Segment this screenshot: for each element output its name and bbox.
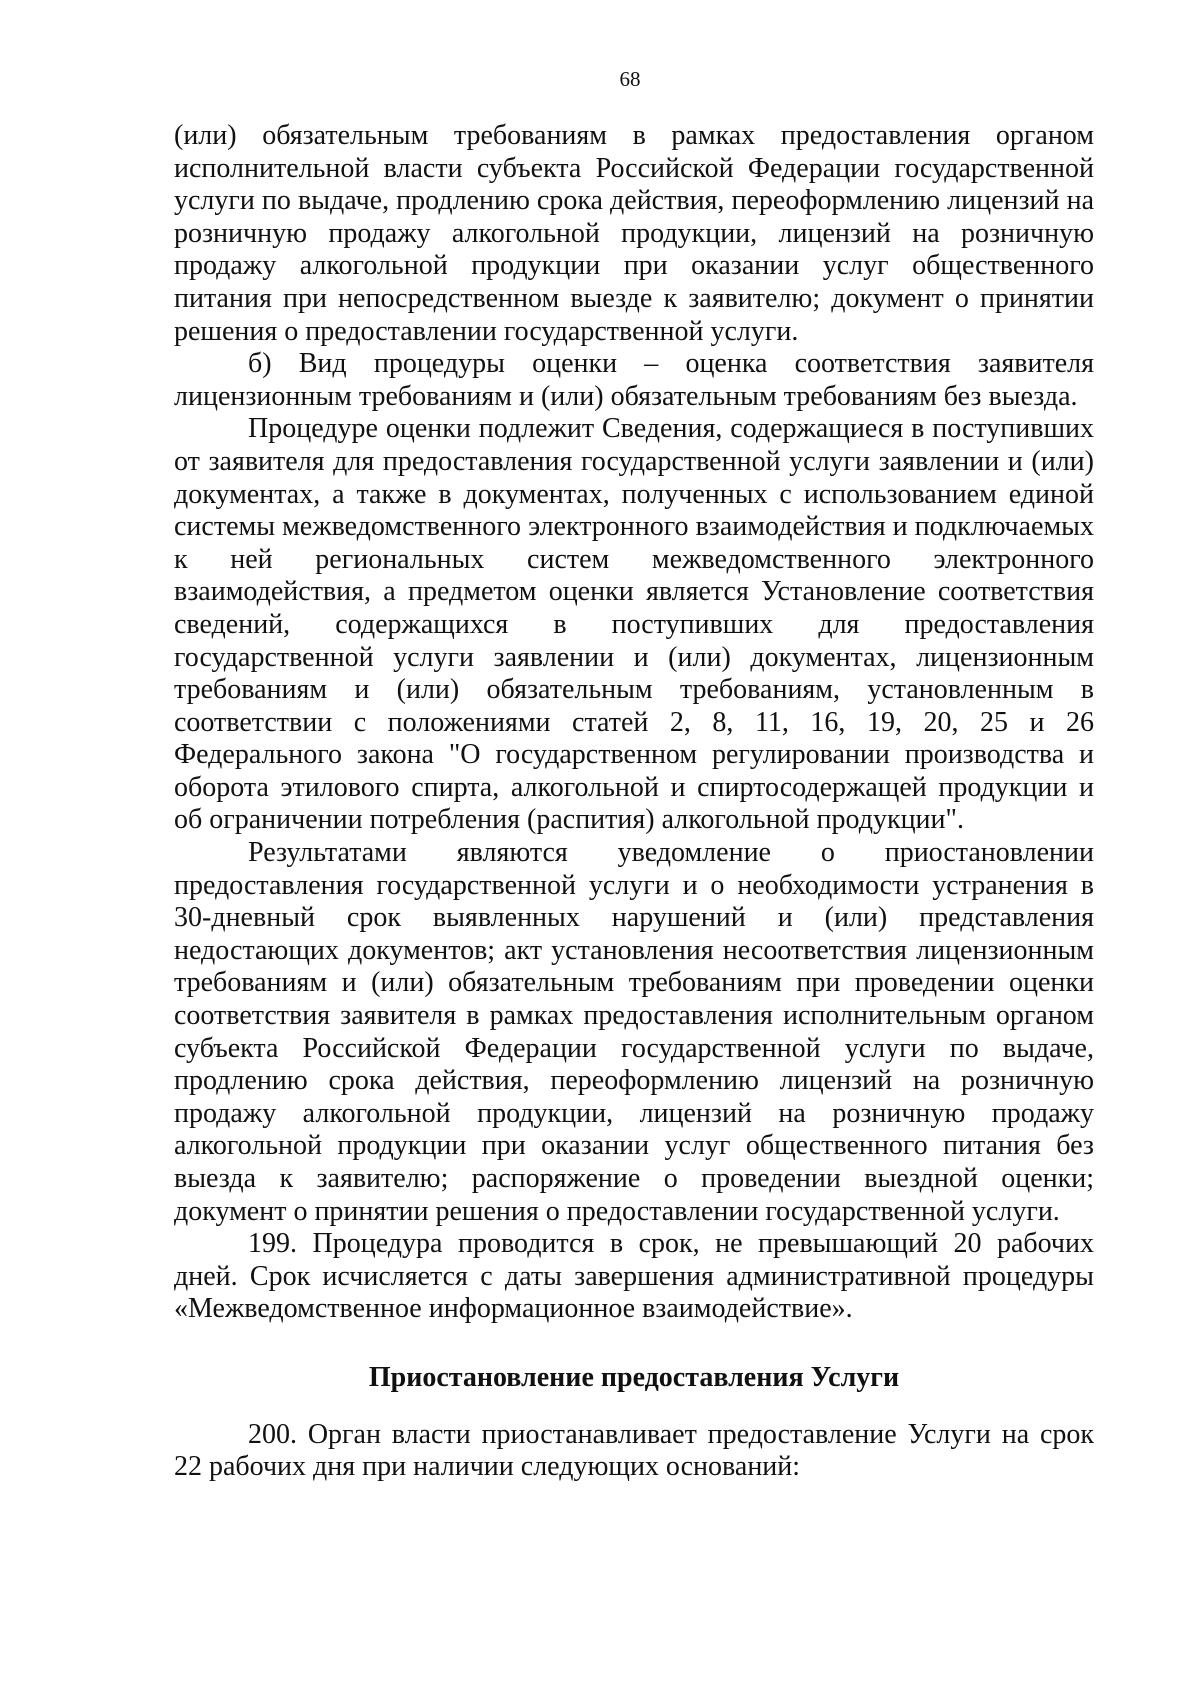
document-body <box>174 120 1094 1484</box>
page-number: 68 <box>619 67 641 91</box>
paragraph-199: 199. Процедура проводится в срок, не превышающий 20 рабочих дней. Срок исчисляется с даты завершения административной процедуры «Межведомственное информационное взаимодействие». <box>174 1228 1094 1325</box>
section-heading: Приостановление предоставления Услуги <box>368 1361 900 1393</box>
paragraph-200: 200. Орган власти приостанавливает предоставление Услуги на срок 22 рабочих дня при наличии следующих оснований: <box>174 1418 1094 1483</box>
paragraph-assessment-subject: Процедуре оценки подлежит Сведения, содержащиеся в поступивших от заявителя для предоставления государственной услуги заявлении и (или) документах, а также в документах, полученных с использованием единой системы межведомственного электронного взаимодействия и подключаемых к ней региональных систем межведомственного электронного взаимодействия, а предметом оценки является Установление соответствия сведений, содержащихся в поступивших для предоставления государственной услуги заявлении и (или) документах, лицензионным требованиям и (или) обязательным требованиям, установленным в соответствии с положениями статей 2, 8, 11, 16, 19, 20, 25 и 26 Федерального закона "О государственном регулировании производства и оборота этилового спирта, алкогольной и спиртосодержащей продукции и об ограничении потребления (распития) алкогольной продукции". <box>174 413 1094 836</box>
paragraph-procedure-type: б) Вид процедуры оценки – оценка соответствия заявителя лицензионным требованиям и (или) обязательным требованиям без выезда. <box>174 348 1094 412</box>
paragraph-results: Результатами являются уведомление о приостановлении предоставления государственной услуги и о необходимости устранения в 30-дневный срок выявленных нарушений и (или) представления недостающих документов; акт установления несоответствия лицензионным требованиям и (или) обязательным требованиям при проведении оценки соответствия заявителя в рамках предоставления исполнительным органом субъекта Российской Федерации государственной услуги по выдаче, продлению срока действия, переоформлению лицензий на розничную продажу алкогольной продукции, лицензий на розничную продажу алкогольной продукции при оказании услуг общественного питания без выезда к заявителю; распоряжение о проведении выездной оценки; документ о принятии решения о предоставлении государственной услуги. <box>174 837 1094 1227</box>
paragraph-continuation: (или) обязательным требованиям в рамках предоставления органом исполнительной власти субъекта Российской Федерации государственной услуги по выдаче, продлению срока действия, переоформлению лицензий на розничную продажу алкогольной продукции, лицензий на розничную продажу алкогольной продукции при оказании услуг общественного питания при непосредственном выезде к заявителю; документ о принятии решения о предоставлении государственной услуги. <box>174 120 1094 347</box>
